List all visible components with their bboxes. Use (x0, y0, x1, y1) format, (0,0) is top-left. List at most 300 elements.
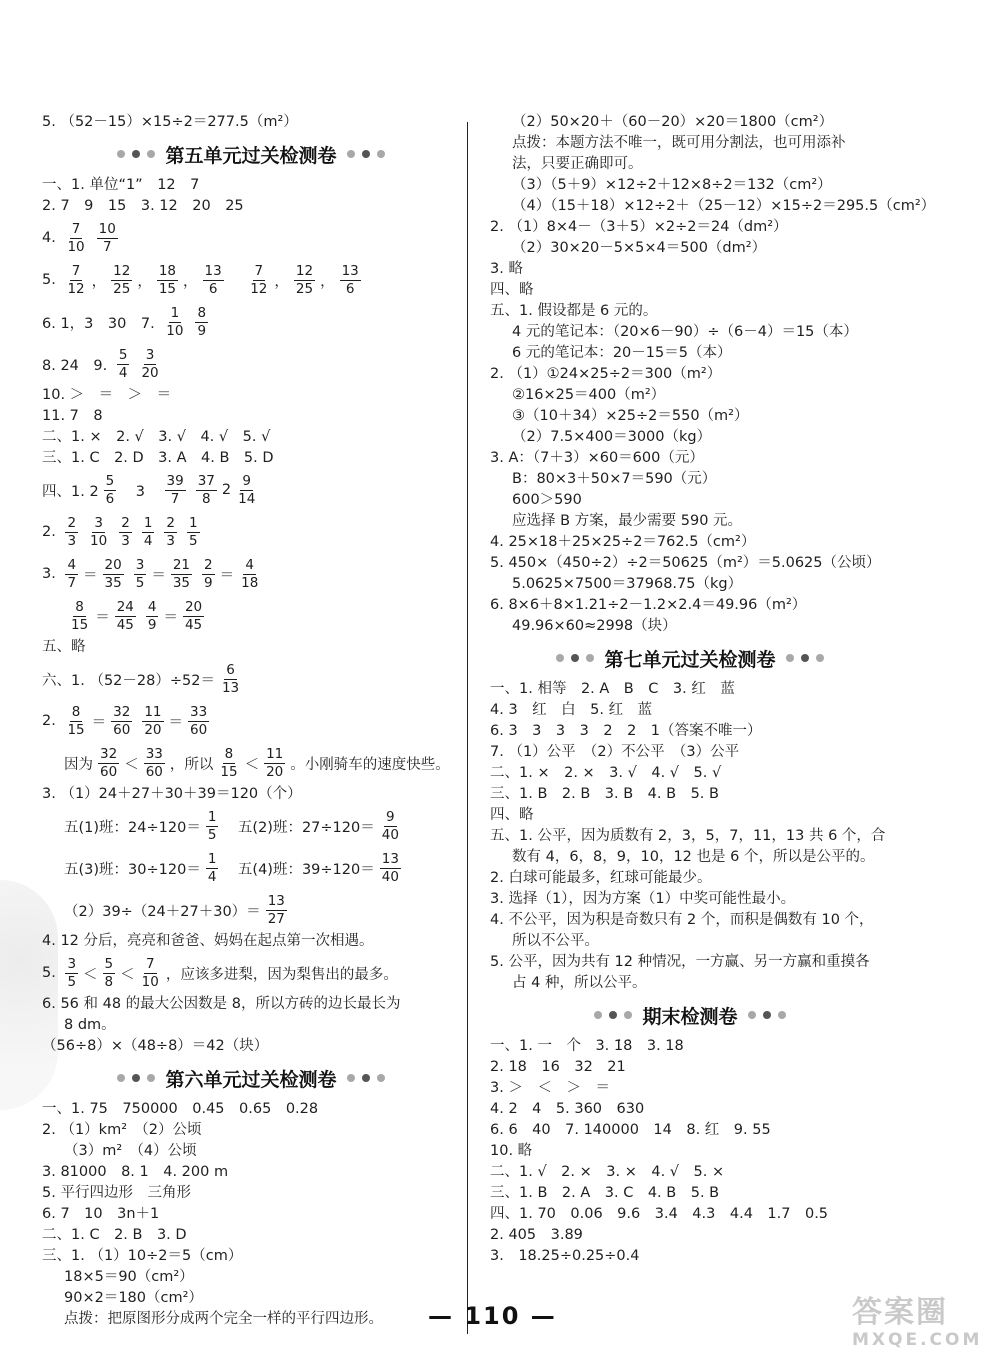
fraction-numerator: 2 (166, 514, 176, 531)
section-heading (490, 998, 890, 1032)
answer-line: 6. 56 和 48 的最大公因数是 8，所以方砖的边长最长为 (42, 996, 401, 1012)
fraction-denominator: 4 (207, 868, 217, 885)
fraction-numerator: 24 (116, 598, 134, 615)
fraction-denominator: 15 (220, 763, 238, 780)
fraction (146, 600, 159, 633)
fraction-denominator: 60 (100, 763, 118, 780)
fraction (340, 264, 361, 297)
fraction-denominator: 35 (104, 574, 122, 591)
fraction-numerator: 8 (197, 304, 207, 321)
fraction (98, 747, 119, 780)
fraction (103, 957, 116, 990)
answer-line: 6. 6 40 7. 140000 14 8. 红 9. 55 (490, 1122, 771, 1138)
answer-text: ＜ (120, 966, 135, 983)
fraction-denominator: 60 (145, 763, 163, 780)
fraction (65, 516, 78, 549)
fraction (187, 516, 200, 549)
fraction (104, 474, 117, 507)
fraction-numerator: 1 (189, 514, 198, 531)
answer-text: 2. (42, 524, 61, 540)
fraction (144, 747, 165, 780)
answer-line: 一、1. 75 750000 0.45 0.65 0.28 (42, 1101, 319, 1117)
answer-line: 4. 2 4 5. 360 630 (490, 1101, 645, 1117)
fraction (239, 558, 260, 591)
answer-line: 2. 18 16 32 21 (490, 1059, 626, 1075)
section-heading-text: 第五单元过关检测卷 (165, 144, 337, 167)
fraction (171, 558, 192, 591)
fraction-numerator: 37 (197, 472, 215, 489)
fraction-numerator: 9 (242, 472, 251, 489)
fraction-numerator: 5 (105, 472, 115, 489)
heading-dots-decoration (117, 1074, 155, 1082)
fraction-numerator: 1 (207, 808, 217, 825)
answer-text: 。小刚骑车的速度快些。 (290, 756, 450, 773)
answer-text: ，所以 (169, 756, 214, 773)
fraction-denominator: 5 (135, 574, 145, 591)
fraction-numerator: 20 (184, 598, 203, 615)
answer-line: 二、1. × 2. √ 3. √ 4. √ 5. √ (42, 429, 271, 445)
fraction-numerator: 13 (267, 892, 285, 909)
fraction (196, 474, 217, 507)
answer-line: 数有 4，6，8，9，10，12 也是 6 个，所以是公平的。 (512, 849, 875, 865)
answer-line: 3. 18.25÷0.25÷0.4 (490, 1248, 640, 1264)
answer-line: 应选择 B 方案，最少需要 590 元。 (512, 513, 743, 529)
fraction-denominator: 20 (141, 364, 159, 381)
answer-line (42, 553, 460, 595)
answer-text: ＝ (163, 609, 178, 626)
answer-line: 点拨：把原图形分成两个完全一样的平行四边形。 (64, 1311, 383, 1327)
fraction-denominator: 10 (166, 322, 184, 339)
answer-text: 8. 24 9. (42, 357, 112, 374)
fraction-denominator: 25 (295, 280, 314, 297)
fraction-denominator: 40 (381, 868, 399, 885)
answer-text: ， (137, 273, 152, 290)
heading-dots-decoration (748, 1011, 786, 1019)
fraction-denominator: 6 (105, 490, 115, 507)
fraction (266, 894, 287, 927)
fraction-denominator: 60 (113, 721, 131, 738)
answer-line: 4. 12 分后，亮亮和爸爸、妈妈在起点第一次相遇。 (42, 933, 374, 949)
answer-line: 5. （52－15）×15÷2＝277.5（m²） (42, 114, 298, 130)
fraction (294, 264, 315, 297)
answer-line: 占 4 种，所以公平。 (512, 975, 647, 991)
fraction (65, 264, 86, 297)
answer-line: 所以不公平。 (512, 933, 599, 949)
answer-line: 600＞590 (512, 492, 582, 508)
answer-text: ＝ (95, 609, 110, 626)
answer-line (42, 595, 460, 637)
answer-line: 一、1. 相等 2. A B C 3. 红 蓝 (490, 681, 735, 697)
fraction-numerator: 1 (207, 850, 217, 867)
fraction (65, 558, 78, 591)
answer-line: 7. （1）公平 （2）不公平 （3）公平 (490, 744, 740, 760)
answer-text: ，应该多进梨，因为梨售出的最多。 (165, 966, 398, 983)
answer-text: ＜ (244, 756, 260, 773)
fraction-numerator: 13 (341, 262, 359, 279)
answer-line: 8 dm。 (64, 1017, 116, 1033)
fraction (97, 222, 118, 255)
answer-line: 二、1. C 2. B 3. D (42, 1227, 187, 1243)
fraction-numerator: 6 (226, 661, 235, 678)
fraction-denominator: 10 (141, 973, 159, 990)
fraction (203, 264, 224, 297)
answer-line (42, 469, 460, 511)
fraction (69, 600, 90, 633)
answer-text: （2）39÷（24＋27＋30）＝ (64, 903, 261, 920)
answer-line: 三、1. B 2. A 3. C 4. B 5. B (490, 1185, 720, 1201)
fraction (134, 558, 147, 591)
fraction-denominator: 5 (207, 826, 217, 843)
column-divider (467, 122, 468, 1334)
fraction-numerator: 4 (147, 598, 157, 615)
fraction-denominator: 7 (67, 574, 77, 591)
fraction (65, 957, 78, 990)
fraction (111, 264, 132, 297)
fraction-numerator: 33 (145, 745, 163, 762)
fraction-denominator: 7 (102, 238, 112, 255)
fraction-denominator: 18 (241, 574, 259, 591)
answer-line: 2. （1）8×4－（3＋5）×2÷2＝24（dm²） (490, 219, 788, 235)
fraction-numerator: 21 (172, 556, 191, 573)
fraction-denominator: 20 (266, 763, 284, 780)
fraction-numerator: 2 (204, 556, 213, 573)
answer-line (42, 217, 460, 259)
fraction-numerator: 3 (67, 955, 77, 972)
fraction (142, 516, 155, 549)
fraction-denominator: 15 (158, 280, 177, 297)
answer-line: 三、1. B 2. B 3. B 4. B 5. B (490, 786, 719, 802)
fraction-denominator: 15 (71, 616, 89, 633)
fraction (117, 348, 130, 381)
answer-line (42, 952, 460, 994)
fraction-numerator: 8 (71, 703, 81, 720)
answer-text: ， (320, 273, 335, 290)
fraction (139, 348, 160, 381)
section-heading (490, 641, 890, 675)
answer-text: ＝ (219, 567, 235, 584)
fraction (157, 264, 178, 297)
fraction-numerator: 12 (295, 262, 314, 279)
answer-line: （2）30×20－5×5×4＝500（dm²） (512, 240, 767, 256)
answer-line: ③（10＋34）×25÷2＝550（m²） (512, 408, 749, 424)
section-heading-text: 第七单元过关检测卷 (604, 648, 776, 671)
answer-line: 10. ＞ ＝ ＞ ＝ (42, 387, 172, 403)
fraction-denominator: 6 (345, 280, 355, 297)
fraction-denominator: 5 (67, 973, 77, 990)
fraction (220, 663, 241, 696)
section-heading (42, 137, 460, 171)
answer-text: 五(1)班：24÷120＝ (64, 819, 201, 836)
fraction-denominator: 60 (190, 721, 208, 738)
fraction (188, 705, 209, 738)
fraction-numerator: 18 (158, 262, 177, 279)
fraction-numerator: 5 (104, 955, 114, 972)
answer-line: 3. （1）24＋27＋30＋39＝120（个） (42, 786, 302, 802)
fraction (65, 705, 86, 738)
answer-line: 11. 7 8 (42, 408, 103, 424)
fraction (103, 558, 124, 591)
answer-line: 4. 25×18＋25×25÷2＝762.5（cm²） (490, 534, 756, 550)
answer-line: 5. 公平，因为共有 12 种情况，一方赢、另一方赢和重摸各 (490, 954, 870, 970)
answer-line: 2. 405 3.89 (490, 1227, 583, 1243)
answer-text: ＝ (168, 714, 184, 731)
site-watermark (852, 1296, 988, 1360)
section-heading (42, 1061, 460, 1095)
fraction-numerator: 12 (113, 262, 131, 279)
answer-line: 三、1. （1）10÷2＝5（cm） (42, 1248, 243, 1264)
answer-line (42, 700, 460, 742)
answer-line: （2）7.5×400＝3000（kg） (512, 429, 712, 445)
heading-dots-decoration (347, 150, 385, 158)
answer-line: 一、1. 一 个 3. 1̇8̇ 3. 18 (490, 1038, 684, 1054)
fraction-denominator: 45 (116, 616, 134, 633)
answer-text: ＜ (83, 966, 98, 983)
answer-text: ＝ (91, 714, 107, 731)
fraction-denominator: 40 (381, 826, 399, 843)
answer-line: 法，只要正确即可。 (512, 156, 643, 172)
fraction-denominator: 5 (189, 532, 198, 549)
fraction (264, 747, 285, 780)
fraction-denominator: 8 (104, 973, 114, 990)
answer-line (42, 889, 460, 931)
answer-line: 18×5＝90（cm²） (64, 1269, 194, 1285)
fraction (206, 810, 219, 843)
answer-line: 2. 7 9 15 3. 12 20 25 (42, 198, 244, 214)
answer-line: 四、略 (490, 807, 534, 823)
section-heading-text: 期末检测卷 (642, 1005, 738, 1028)
answer-text (229, 270, 244, 291)
answer-line: 一、1. 单位“1” 12 7 (42, 177, 200, 193)
fraction-denominator: 3 (166, 532, 176, 549)
fraction-denominator: 10 (90, 532, 108, 549)
answer-line (42, 301, 460, 343)
answer-text: 五(2)班：27÷120＝ (223, 819, 375, 836)
answer-line: 3. 81000 8. 1 4. 200 m (42, 1164, 229, 1180)
answer-text: ＝ (151, 567, 166, 584)
watermark-url: MXQE.COM (852, 1330, 983, 1350)
answer-text: ＝ (83, 567, 98, 584)
answer-line (42, 805, 460, 847)
fraction-denominator: 25 (113, 280, 131, 297)
fraction (165, 474, 186, 507)
answer-text: 五(3)班：30÷120＝ (64, 861, 201, 878)
answer-line: 6. 7 10 3n＋1 (42, 1206, 160, 1222)
fraction (380, 810, 401, 843)
watermark-logo-text: 答案圈 (852, 1295, 948, 1330)
answer-line: 点拨：本题方法不唯一，既可用分割法，也可用添补 (512, 135, 846, 151)
fraction-denominator: 3 (67, 532, 77, 549)
heading-dots-decoration (594, 1011, 632, 1019)
fraction (115, 600, 136, 633)
fraction-denominator: 4 (118, 364, 128, 381)
fraction (140, 957, 161, 990)
answer-text: 六、1. （52－28）÷52＝ (42, 672, 215, 689)
answer-line: 3. ＞ ＜ ＞ ＝ (490, 1080, 610, 1096)
fraction-numerator: 7 (145, 955, 155, 972)
answer-line: 49.96×60≈2998（块） (512, 618, 677, 634)
answer-line (42, 658, 460, 700)
fraction-numerator: 3 (135, 556, 145, 573)
answer-text: 5. (42, 272, 61, 288)
fraction (164, 516, 177, 549)
answer-line: 90×2＝180（cm²） (64, 1290, 203, 1306)
fraction-denominator: 6 (208, 280, 218, 297)
fraction-numerator: 7 (254, 262, 264, 279)
answer-line: 10. 略 (490, 1143, 533, 1159)
fraction-numerator: 8 (224, 745, 234, 762)
answer-text: 四、1. 2 (42, 483, 99, 500)
answer-line: 二、1. × 2. × 3. √ 4. √ 5. √ (490, 765, 722, 781)
heading-dots-decoration (117, 150, 155, 158)
answer-line: 3. 选择（1），因为方案（1）中奖可能性最小。 (490, 891, 796, 907)
fraction-numerator: 10 (98, 220, 116, 237)
answer-text: ＜ (124, 756, 139, 773)
answer-text: 6. 1，3 30 7. (42, 315, 160, 332)
fraction-numerator: 4 (67, 556, 77, 573)
fraction-numerator: 2 (67, 514, 77, 531)
answer-line: 三、1. C 2. D 3. A 4. B 5. D (42, 450, 274, 466)
fraction (195, 306, 208, 339)
answer-line: 五、1. 公平，因为质数有 2，3，5，7，11，13 共 6 个，合 (490, 828, 886, 844)
fraction-numerator: 7 (71, 220, 81, 237)
fraction-numerator: 4 (245, 556, 254, 573)
fraction-numerator: 11 (144, 703, 162, 720)
answer-line (42, 742, 460, 784)
fraction (88, 516, 109, 549)
fraction-numerator: 3 (94, 514, 103, 531)
fraction (183, 600, 204, 633)
answer-line: 5. 平行四边形 三角形 (42, 1185, 191, 1201)
fraction (206, 852, 219, 885)
heading-dots-decoration (556, 654, 594, 662)
fraction (142, 705, 163, 738)
fraction-numerator: 33 (190, 703, 208, 720)
fraction-numerator: 13 (381, 850, 399, 867)
fraction (202, 558, 215, 591)
answer-line: 6 元的笔记本：20－15＝5（本） (512, 345, 732, 361)
fraction-denominator: 12 (67, 280, 85, 297)
fraction-numerator: 9 (386, 808, 395, 825)
fraction-denominator: 45 (184, 616, 203, 633)
answer-line: 4. 不公平，因为积是奇数只有 2 个，而积是偶数有 10 个， (490, 912, 874, 928)
fraction (218, 747, 239, 780)
fraction-denominator: 12 (250, 280, 268, 297)
heading-dots-decoration (347, 1074, 385, 1082)
fraction (65, 222, 86, 255)
answer-text: ， (274, 273, 289, 290)
answer-text: 2. (42, 713, 61, 729)
answer-line: （2）50×20＋（60－20）×20＝1800（cm²） (512, 114, 834, 130)
answer-line (42, 847, 460, 889)
answer-line (42, 511, 460, 553)
fraction-numerator: 32 (100, 745, 118, 762)
answer-line: 5.0625×7500＝37968.75（kg） (512, 576, 743, 592)
fraction-denominator: 4 (143, 532, 153, 549)
answer-text: 4. (42, 230, 61, 246)
answer-line (42, 343, 460, 385)
answer-line (42, 259, 460, 301)
fraction-numerator: 8 (75, 598, 84, 615)
answer-line: 2. （1）km² （2）公顷 (42, 1122, 202, 1138)
answer-text: ， (91, 273, 107, 290)
answer-line: B：80×3＋50×7＝590（元） (512, 471, 717, 487)
right-column (490, 112, 936, 1267)
fraction-numerator: 11 (266, 745, 284, 762)
fraction-numerator: 32 (113, 703, 131, 720)
page-number: — 110 — (428, 1302, 557, 1330)
answer-line: 二、1. √ 2. × 3. × 4. √ 5. × (490, 1164, 725, 1180)
answer-line: （56÷8）×（48÷8）＝42（块） (42, 1038, 269, 1054)
fraction (248, 264, 269, 297)
fraction-numerator: 1 (143, 514, 153, 531)
fraction (111, 705, 132, 738)
answer-line: 6. 3 3 3 3 2 2 1（答案不唯一） (490, 723, 762, 739)
fraction (380, 852, 401, 885)
answer-line: 4 元的笔记本：（20×6－90）÷（6－4）＝15（本） (512, 324, 858, 340)
fraction-numerator: 13 (204, 262, 222, 279)
answer-line: 5. 450×（450÷2）÷2＝50625（m²）＝5.0625（公顷） (490, 555, 881, 571)
answer-text: 3. (42, 566, 61, 582)
fraction-denominator: 35 (172, 574, 191, 591)
fraction-denominator: 15 (67, 721, 85, 738)
answer-text: 五(4)班：39÷120＝ (223, 861, 375, 878)
answer-line: 五、略 (42, 639, 86, 655)
fraction (119, 516, 132, 549)
fraction-denominator: 13 (221, 679, 240, 696)
fraction-numerator: 39 (166, 472, 184, 489)
fraction-denominator: 3 (121, 532, 130, 549)
answer-text: ， (183, 273, 198, 290)
fraction-numerator: 3 (145, 346, 155, 363)
fraction-numerator: 7 (71, 262, 81, 279)
fraction (236, 474, 257, 507)
fraction-denominator: 9 (197, 322, 207, 339)
fraction-numerator: 5 (118, 346, 128, 363)
fraction (164, 306, 185, 339)
answer-line: （3）m² （4）公顷 (64, 1143, 197, 1159)
fraction-denominator: 9 (147, 616, 157, 633)
heading-dots-decoration (786, 654, 824, 662)
section-heading-text: 第六单元过关检测卷 (165, 1068, 337, 1091)
answer-line: 五、1. 假设都是 6 元的。 (490, 303, 658, 319)
answer-line: （4）（15＋18）×12÷2＋（25－12）×15÷2＝295.5（cm²） (512, 198, 936, 214)
fraction-denominator: 10 (67, 238, 85, 255)
answer-line: 3. 略 (490, 261, 523, 277)
fraction-denominator: 8 (201, 490, 211, 507)
answer-line: 2. （1）①24×25÷2＝300（m²） (490, 366, 722, 382)
answer-line: （3）（5＋9）×12÷2＋12×8÷2＝132（cm²） (512, 177, 832, 193)
fraction-numerator: 2 (121, 514, 130, 531)
fraction-numerator: 1 (170, 304, 180, 321)
answer-line: 3. A：（7＋3）×60＝600（元） (490, 450, 704, 466)
answer-line: 四、略 (490, 282, 534, 298)
answer-line: 4. 3 红 白 5. 红 蓝 (490, 702, 653, 718)
answer-line: 6. 8×6＋8×1.21÷2－1.2×2.4＝49.96（m²） (490, 597, 807, 613)
answer-line: 2. 白球可能最多，红球可能最少。 (490, 870, 712, 886)
answer-text: 2 (221, 482, 232, 498)
fraction-denominator: 14 (238, 490, 256, 507)
fraction-denominator: 20 (144, 721, 162, 738)
answer-text: 5. (42, 965, 61, 981)
answer-line: ②16×25＝400（m²） (512, 387, 666, 403)
left-column (42, 112, 460, 1330)
fraction-denominator: 7 (170, 490, 180, 507)
fraction-denominator: 27 (267, 910, 285, 927)
answer-line: 四、1. 70 0.06 9.6 3.4 4.3 4.4 1.7 0.5 (490, 1206, 829, 1222)
answer-text: 因为 (64, 756, 93, 773)
fraction-numerator: 20 (104, 556, 122, 573)
fraction-denominator: 9 (204, 574, 213, 591)
